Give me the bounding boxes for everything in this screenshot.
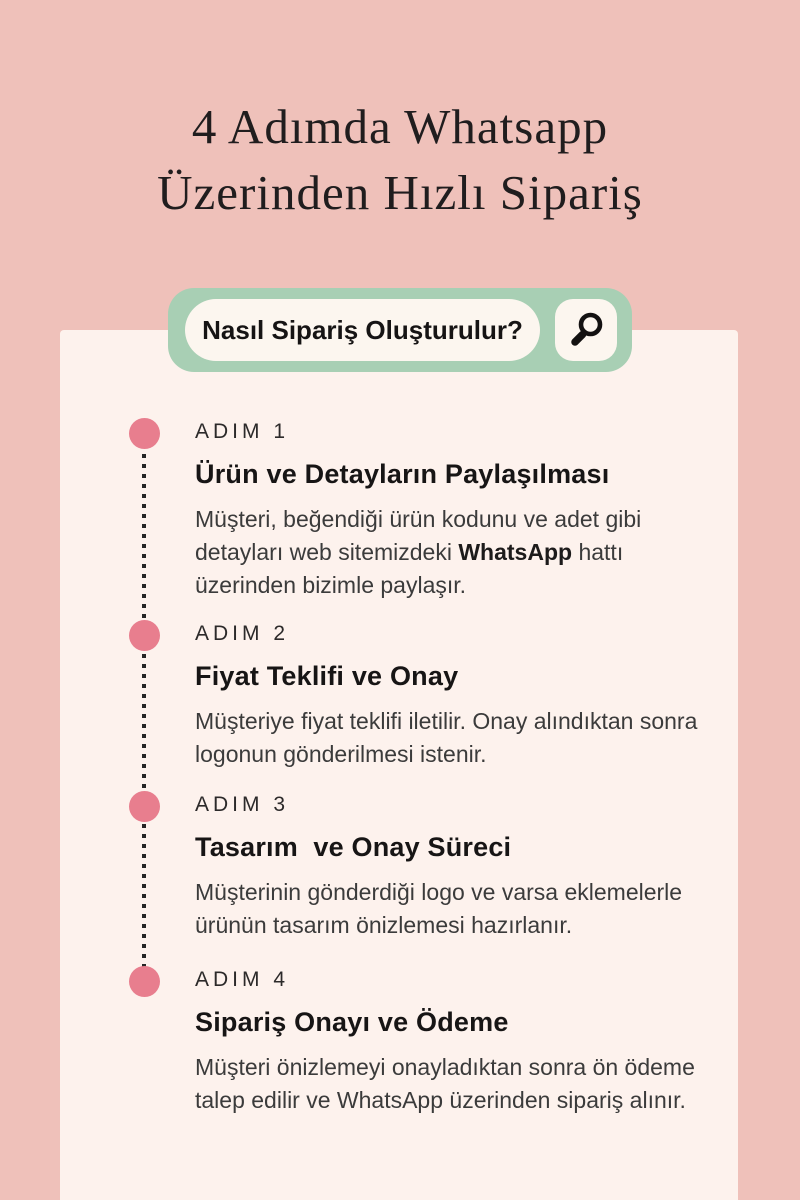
step-2-label: ADIM 2: [195, 622, 290, 645]
step-1-label: ADIM 1: [195, 420, 290, 443]
step-4-label: ADIM 4: [195, 968, 290, 991]
timeline-dot-2: [129, 620, 160, 651]
step-2-body: [195, 705, 711, 771]
step-2-body-pre: Müşteriye fiyat teklifi iletilir. Onay alındıktan sonra logonun gönderilmesi istenir.: [195, 708, 698, 767]
search-bar: [168, 288, 632, 372]
timeline-dot-1: [129, 418, 160, 449]
timeline-dot-3: [129, 791, 160, 822]
step-1: [195, 420, 711, 602]
search-input[interactable]: [185, 299, 540, 361]
timeline-dotted-line: [142, 434, 146, 982]
search-button[interactable]: [555, 299, 617, 361]
step-3-label: ADIM 3: [195, 793, 290, 816]
magnifier-icon: [566, 310, 606, 350]
step-3-body: [195, 876, 711, 942]
step-2-heading: Fiyat Teklifi ve Onay: [195, 661, 459, 691]
step-3-heading: Tasarım ve Onay Süreci: [195, 832, 512, 862]
timeline-dot-4: [129, 966, 160, 997]
step-2: [195, 622, 711, 771]
step-1-body-bold: WhatsApp: [458, 539, 573, 565]
step-4-body-pre: Müşteri önizlemeyi onayladıktan sonra ön ödeme talep edilir ve WhatsApp üzerinden sipariş alınır.: [195, 1054, 695, 1113]
page-title-line1: 4 Adımda Whatsapp: [191, 99, 609, 154]
step-3: [195, 793, 711, 942]
step-1-body-pre: Müşteri, beğendiği ürün kodunu ve adet gibi detayları web sitemizdeki: [195, 506, 642, 565]
step-1-heading: Ürün ve Detayların Paylaşılması: [195, 459, 610, 489]
page-title: [0, 94, 800, 226]
page-title-line2: Üzerinden Hızlı Sipariş: [157, 165, 643, 220]
step-3-body-pre: Müşterinin gönderdiği logo ve varsa eklemelerle ürünün tasarım önizlemesi hazırlanır.: [195, 879, 683, 938]
step-4-body: [195, 1051, 711, 1117]
search-label: Nasıl Sipariş Oluşturulur?: [202, 314, 523, 345]
step-1-body-post: hattı üzerinden bizimle paylaşır.: [195, 539, 624, 598]
step-1-body: [195, 503, 711, 602]
step-4: [195, 968, 711, 1117]
step-4-heading: Sipariş Onayı ve Ödeme: [195, 1007, 509, 1037]
